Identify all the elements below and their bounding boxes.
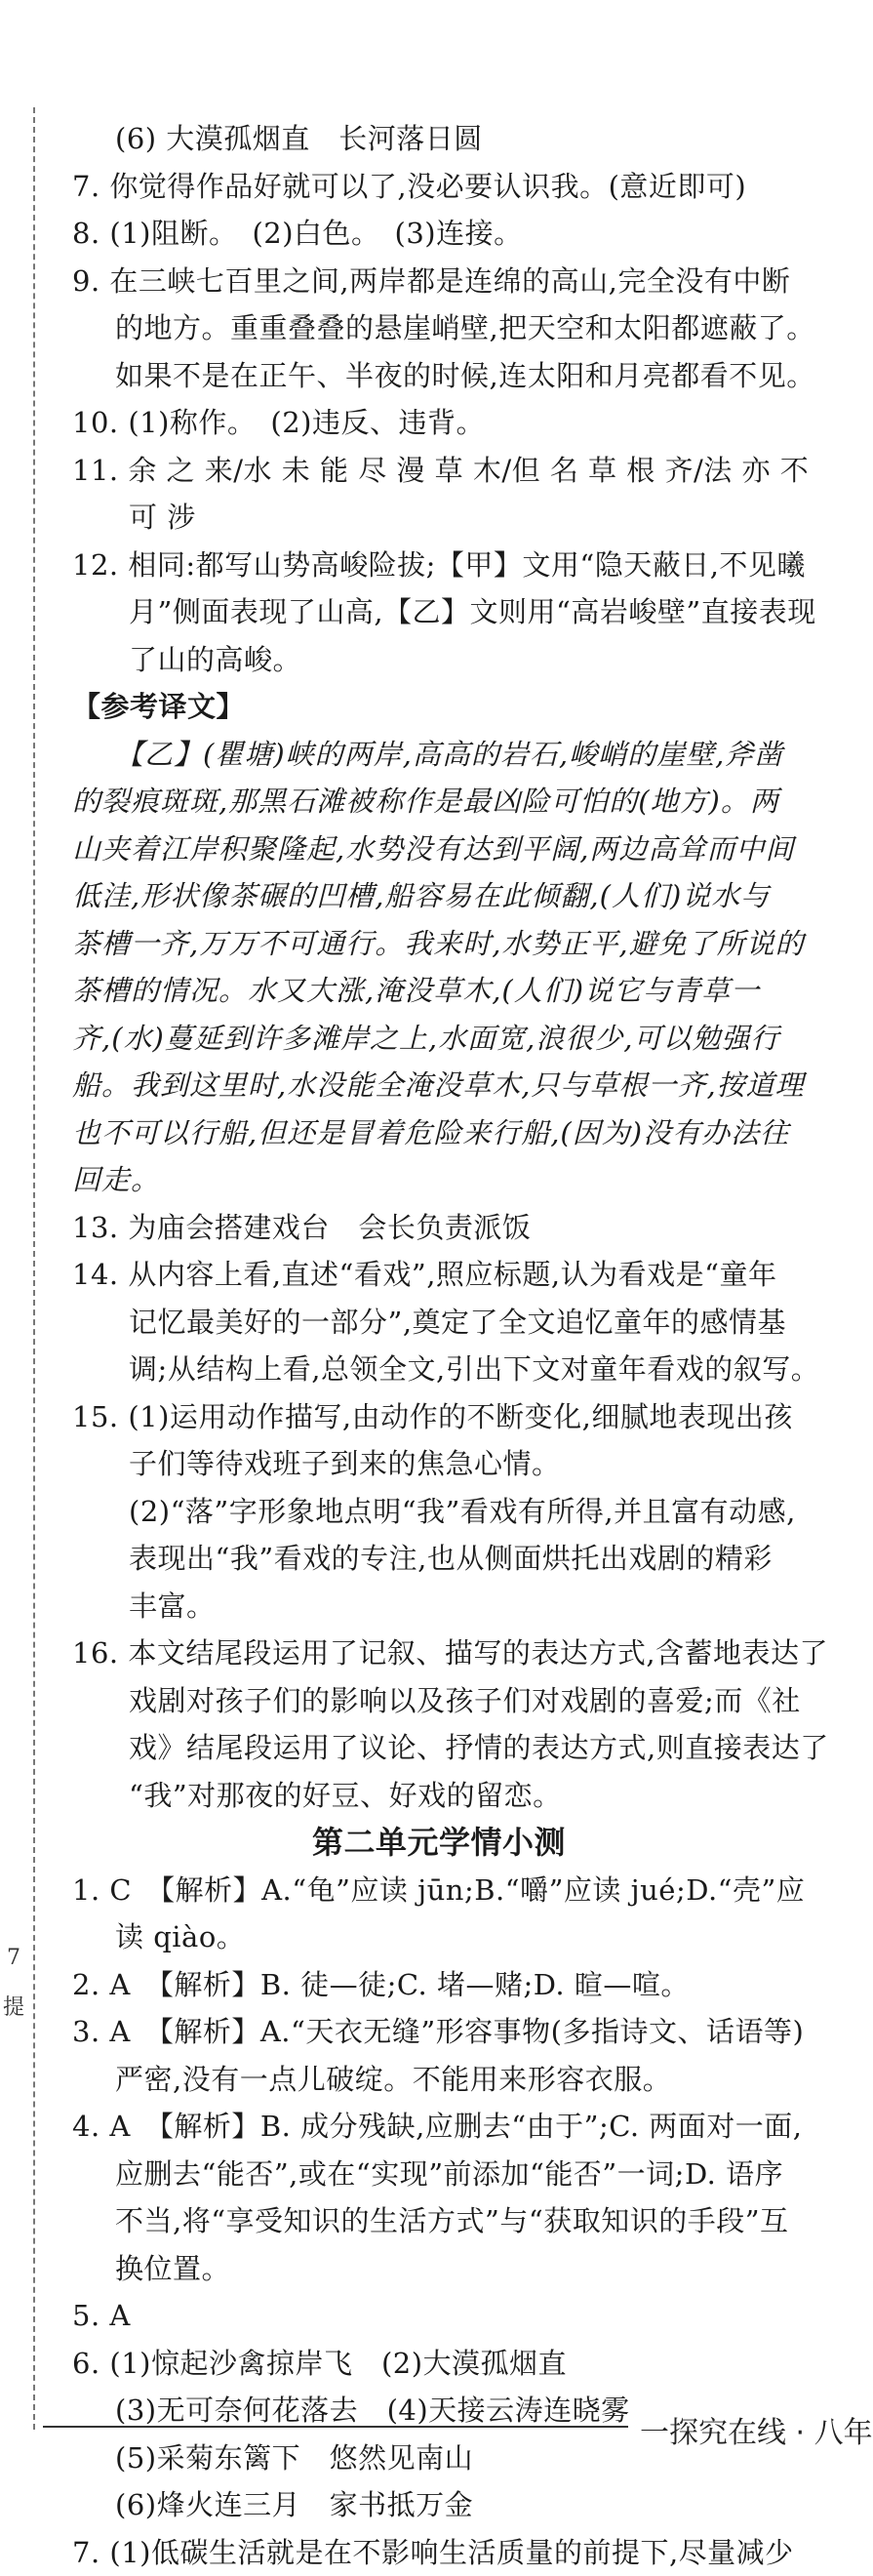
answer-line: (5)采菊东篱下 悠然见南山 xyxy=(72,2435,806,2482)
answer-line: (6) 大漠孤烟直 长河落日圆 xyxy=(72,115,806,163)
answer-line: 回走。 xyxy=(72,1156,806,1204)
answer-line: 换位置。 xyxy=(72,2245,806,2293)
answer-line: “我”对那夜的好豆、好戏的留恋。 xyxy=(72,1772,806,1820)
answer-line: 船。我到这里时,水没能全淹没草木,只与草根一齐,按道理 xyxy=(72,1062,806,1109)
answer-line: 【乙】(瞿塘)峡的两岸,高高的岩石,峻峭的崖壁,斧凿 xyxy=(72,731,806,779)
binding-dashed-line xyxy=(33,107,35,2430)
answer-line: 丰富。 xyxy=(72,1583,806,1630)
answer-line: 戏》结尾段运用了议论、抒情的表达方式,则直接表达了 xyxy=(72,1724,806,1772)
answer-line: 4. A 【解析】B. 成分残缺,应删去“由于”;C. 两面对一面, xyxy=(72,2103,806,2151)
answer-line: 【参考译文】 xyxy=(72,683,806,731)
answer-line: 7. 你觉得作品好就可以了,没必要认识我。(意近即可) xyxy=(72,163,806,211)
answer-line: 7. (1)低碳生活就是在不影响生活质量的前提下,尽量减少 xyxy=(72,2529,806,2576)
answer-line: 读 qiào。 xyxy=(72,1913,806,1961)
answer-line: 3. A 【解析】A.“天衣无缝”形容事物(多指诗文、话语等) xyxy=(72,2008,806,2056)
answer-line: 戏剧对孩子们的影响以及孩子们对戏剧的喜爱;而《社 xyxy=(72,1677,806,1725)
answer-line: 16. 本文结尾段运用了记叙、描写的表达方式,含蓄地表达了 xyxy=(72,1630,806,1677)
answer-line: 不当,将“享受知识的生活方式”与“获取知识的手段”互 xyxy=(72,2197,806,2245)
answer-line: 9. 在三峡七百里之间,两岸都是连绵的高山,完全没有中断 xyxy=(72,258,806,305)
answer-line: 月”侧面表现了山高,【乙】文则用“高岩峻壁”直接表现 xyxy=(72,588,806,636)
answer-line: 低洼,形状像茶碾的凹槽,船容易在此倾翻,(人们)说水与 xyxy=(72,872,806,920)
answer-line: 13. 为庙会搭建戏台 会长负责派饭 xyxy=(72,1204,806,1252)
answer-line: 14. 从内容上看,直述“看戏”,照应标题,认为看戏是“童年 xyxy=(72,1251,806,1299)
answer-line: 茶槽的情况。水又大涨,淹没草木,(人们)说它与青草一 xyxy=(72,967,806,1015)
section-title: 第二单元学情小测 xyxy=(72,1819,806,1867)
footer-rule xyxy=(43,2426,628,2428)
answer-line: 如果不是在正午、半夜的时候,连太阳和月亮都看不见。 xyxy=(72,352,806,400)
answer-line: 12. 相同:都写山势高峻险拔;【甲】文用“隐天蔽日,不见曦 xyxy=(72,542,806,589)
edge-fragment: 提 xyxy=(0,1991,27,2021)
answer-line: 1. C 【解析】A.“龟”应读 jūn;B.“嚼”应读 jué;D.“壳”应 xyxy=(72,1867,806,1914)
answer-line: (2)“落”字形象地点明“我”看戏有所得,并且富有动感, xyxy=(72,1488,806,1536)
answer-line: 可 涉 xyxy=(72,494,806,542)
answer-line: 2. A 【解析】B. 徒—徒;C. 堵—赌;D. 暄—喧。 xyxy=(72,1961,806,2009)
answer-line: 的地方。重重叠叠的悬崖峭壁,把天空和太阳都遮蔽了。 xyxy=(72,304,806,352)
answer-line: 应删去“能否”,或在“实现”前添加“能否”一词;D. 语序 xyxy=(72,2151,806,2198)
answer-line: 山夹着江岸积聚隆起,水势没有达到平阔,两边高耸而中间 xyxy=(72,825,806,873)
answer-line: 6. (1)惊起沙禽掠岸飞 (2)大漠孤烟直 xyxy=(72,2340,806,2388)
answer-line: 5. A xyxy=(72,2292,806,2340)
edge-fragment: 7 xyxy=(0,1946,27,1970)
answer-line: 的裂痕斑斑,那黑石滩被称作是最凶险可怕的(地方)。两 xyxy=(72,778,806,825)
answer-line: 也不可以行船,但还是冒着危险来行船,(因为)没有办法往 xyxy=(72,1109,806,1157)
answer-line: 8. (1)阻断。 (2)白色。 (3)连接。 xyxy=(72,210,806,258)
answer-line: 子们等待戏班子到来的焦急心情。 xyxy=(72,1440,806,1488)
answer-line: (6)烽火连三月 家书抵万金 xyxy=(72,2481,806,2529)
answer-line: 表现出“我”看戏的专注,也从侧面烘托出戏剧的精彩 xyxy=(72,1535,806,1583)
answer-line: 记忆最美好的一部分”,奠定了全文追忆童年的感情基 xyxy=(72,1299,806,1347)
answer-content xyxy=(72,115,806,2576)
answer-line: 调;从结构上看,总领全文,引出下文对童年看戏的叙写。 xyxy=(72,1346,806,1393)
answer-line: 了山的高峻。 xyxy=(72,636,806,684)
answer-line: 11. 余 之 来/水 未 能 尽 漫 草 木/但 名 草 根 齐/法 亦 不 xyxy=(72,447,806,495)
answer-line: 10. (1)称作。 (2)违反、违背。 xyxy=(72,399,806,447)
answer-line: 茶槽一齐,万万不可通行。我来时,水势正平,避免了所说的 xyxy=(72,920,806,968)
footer-brand: 一探究在线 · 八年 xyxy=(640,2408,837,2451)
answer-line: 15. (1)运用动作描写,由动作的不断变化,细腻地表现出孩 xyxy=(72,1393,806,1441)
answer-line: (3)无可奈何花落去 (4)天接云涛连晓雾 xyxy=(72,2387,806,2435)
answer-line: 严密,没有一点儿破绽。不能用来形容衣服。 xyxy=(72,2056,806,2104)
answer-line: 齐,(水)蔓延到许多滩岸之上,水面宽,浪很少,可以勉强行 xyxy=(72,1015,806,1063)
